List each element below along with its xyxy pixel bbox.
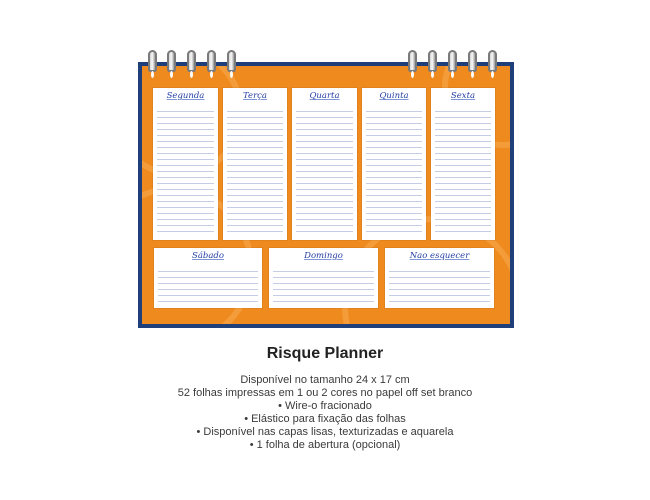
detail-line: Disponível no tamanho 24 x 17 cm bbox=[240, 374, 410, 386]
day-card-domingo bbox=[269, 248, 378, 308]
day-title: Sexta bbox=[450, 91, 476, 101]
day-card-quarta bbox=[292, 88, 357, 240]
day-title: Terça bbox=[243, 91, 267, 101]
detail-line: • Elástico para fixação das folhas bbox=[244, 413, 406, 425]
detail-line: • Disponível nas capas lisas, texturizadas e aquarela bbox=[196, 426, 454, 438]
day-title: Quinta bbox=[379, 91, 409, 101]
ruled-lines bbox=[158, 266, 258, 304]
ruled-lines bbox=[296, 106, 353, 236]
product-title: Risque Planner bbox=[266, 345, 384, 362]
ruled-lines bbox=[366, 106, 422, 236]
ruled-lines bbox=[227, 106, 283, 236]
day-card-sexta bbox=[431, 88, 495, 240]
ruled-lines bbox=[435, 106, 491, 236]
day-title: Quarta bbox=[309, 91, 340, 101]
day-title: Domingo bbox=[304, 251, 343, 261]
detail-line: • Wire-o fracionado bbox=[278, 400, 372, 412]
day-title: Sábado bbox=[192, 251, 224, 261]
planner-product-image bbox=[138, 62, 514, 328]
notes-title: Nao esquecer bbox=[409, 251, 470, 261]
ruled-lines bbox=[273, 266, 374, 304]
notes-card bbox=[385, 248, 494, 308]
ruled-lines bbox=[389, 266, 490, 304]
planner-board bbox=[142, 66, 510, 324]
product-description bbox=[0, 344, 650, 452]
day-card-segunda bbox=[153, 88, 218, 240]
detail-line: 52 folhas impressas em 1 ou 2 cores no papel off set branco bbox=[177, 387, 473, 399]
day-card-terca bbox=[223, 88, 287, 240]
day-card-quinta bbox=[362, 88, 426, 240]
day-title: Segunda bbox=[166, 91, 205, 101]
day-card-sabado bbox=[154, 248, 262, 308]
ruled-lines bbox=[157, 106, 214, 236]
detail-line: • 1 folha de abertura (opcional) bbox=[249, 439, 401, 451]
